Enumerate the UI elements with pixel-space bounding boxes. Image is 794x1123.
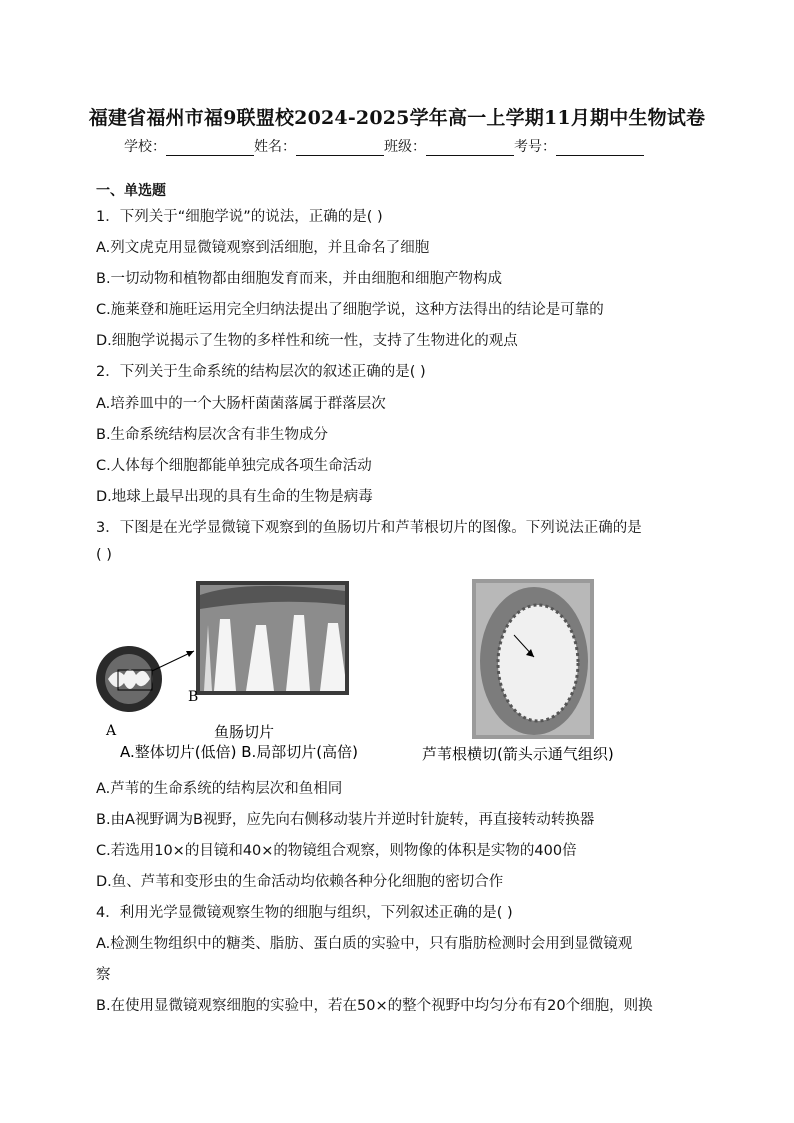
fish-partial-section-image — [196, 581, 349, 695]
fish-whole-section-image — [96, 646, 162, 712]
q2-option-b: B.生命系统结构层次含有非生物成分 — [96, 427, 329, 443]
name-blank[interactable] — [296, 141, 384, 156]
reed-figure-caption: 芦苇根横切(箭头示通气组织) — [422, 745, 614, 763]
fig-label-a: A — [106, 723, 117, 739]
q2-stem: 2．下列关于生命系统的结构层次的叙述正确的是( ) — [96, 364, 426, 380]
q1-option-d: D.细胞学说揭示了生物的多样性和统一性，支持了生物进化的观点 — [96, 333, 518, 349]
q3-stem: 3．下图是在光学显微镜下观察到的鱼肠切片和芦苇根切片的图像。下列说法正确的是 — [96, 520, 642, 536]
q2-option-c: C.人体每个细胞都能单独完成各项生命活动 — [96, 458, 372, 474]
school-blank[interactable] — [166, 141, 254, 156]
microscope-figure — [96, 575, 636, 770]
fig-label-b: B — [188, 689, 199, 705]
fish-figure-caption: A.整体切片(低倍) B.局部切片(高倍) — [120, 743, 359, 761]
student-info-row — [124, 136, 644, 156]
number-label: 考号： — [514, 139, 556, 155]
fish-figure-title: 鱼肠切片 — [214, 723, 275, 741]
q1-option-b: B.一切动物和植物都由细胞发育而来，并由细胞和细胞产物构成 — [96, 271, 503, 287]
q1-option-c: C.施莱登和施旺运用完全归纳法提出了细胞学说，这种方法得出的结论是可靠的 — [96, 302, 604, 318]
q1-option-a: A.列文虎克用显微镜观察到活细胞，并且命名了细胞 — [96, 240, 430, 256]
class-blank[interactable] — [426, 141, 514, 156]
q4-option-b: B.在使用显微镜观察细胞的实验中，若在50×的整个视野中均匀分布有20个细胞，则换 — [96, 998, 653, 1014]
q3-stem-cont: ( ) — [96, 547, 112, 563]
q4-stem: 4．利用光学显微镜观察生物的细胞与组织，下列叙述正确的是( ) — [96, 905, 513, 921]
name-label: 姓名： — [254, 139, 296, 155]
class-label: 班级： — [384, 139, 426, 155]
exam-title: 福建省福州市福9联盟校2024-2025学年高一上学期11月期中生物试卷 — [88, 107, 706, 129]
q3-option-c: C.若选用10×的目镜和40×的物镜组合观察，则物像的体积是实物的400倍 — [96, 843, 577, 859]
q2-option-a: A.培养皿中的一个大肠杆菌菌落属于群落层次 — [96, 396, 386, 412]
section-heading: 一、单选题 — [96, 183, 166, 199]
number-blank[interactable] — [556, 141, 644, 156]
school-label: 学校： — [124, 139, 166, 155]
q3-option-b: B.由A视野调为B视野，应先向右侧移动装片并逆时针旋转，再直接转动转换器 — [96, 812, 595, 828]
q3-option-a: A.芦苇的生命系统的结构层次和鱼相同 — [96, 781, 343, 797]
q2-option-d: D.地球上最早出现的具有生命的生物是病毒 — [96, 489, 373, 505]
reed-root-section-image — [472, 579, 594, 739]
q3-option-d: D.鱼、芦苇和变形虫的生命活动均依赖各种分化细胞的密切合作 — [96, 874, 504, 890]
q4-option-a-cont: 察 — [96, 967, 111, 983]
q4-option-a: A.检测生物组织中的糖类、脂肪、蛋白质的实验中，只有脂肪检测时会用到显微镜观 — [96, 936, 633, 952]
q1-stem: 1．下列关于“细胞学说”的说法，正确的是( ) — [96, 209, 383, 225]
